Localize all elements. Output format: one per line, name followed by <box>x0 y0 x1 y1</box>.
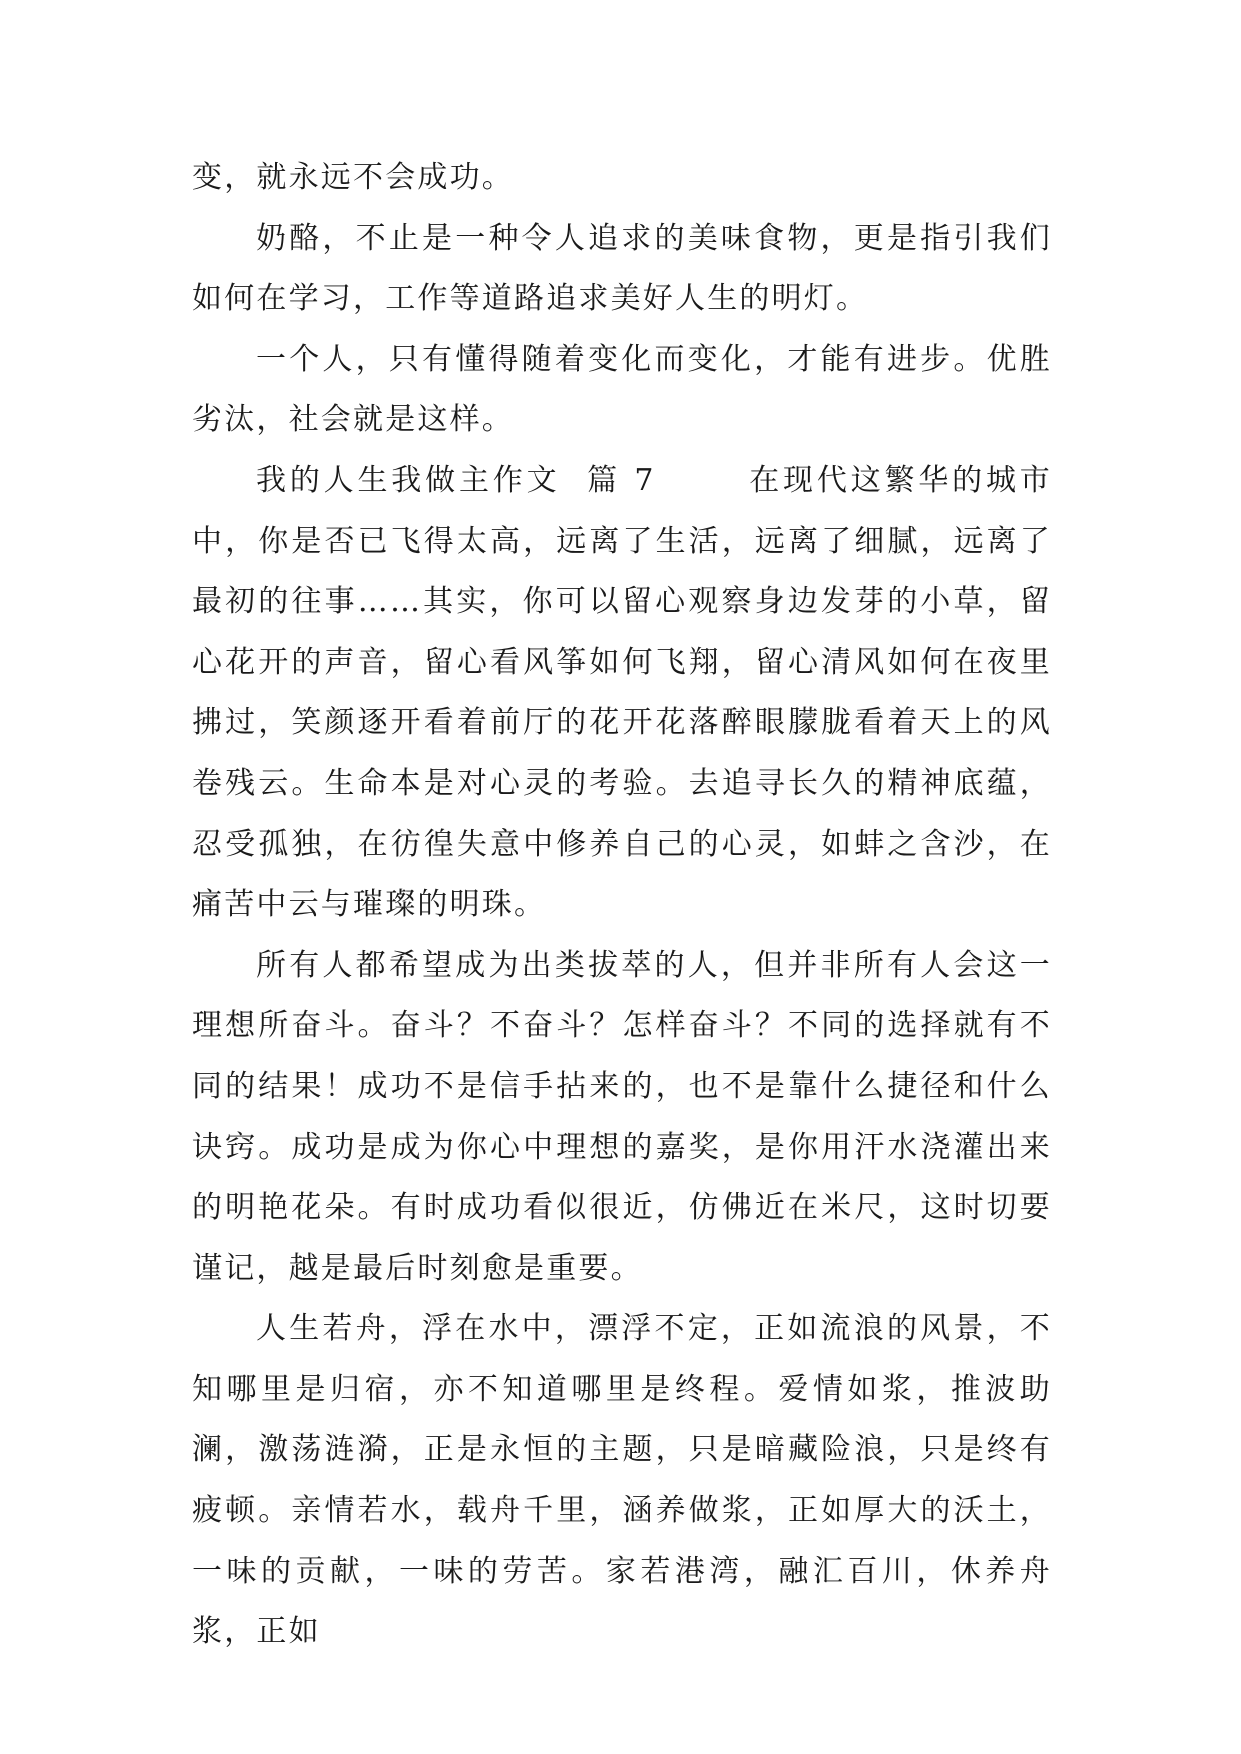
heading-gap <box>656 463 750 498</box>
paragraph <box>192 936 1052 1300</box>
paragraph-with-section-heading <box>192 451 1052 936</box>
paragraph <box>192 209 1052 330</box>
paragraph <box>192 1299 1052 1663</box>
paragraph-text: 人生若舟，浮在水中，漂浮不定，正如流浪的风景，不知哪里是归宿，亦不知道哪里是终程。爱情如浆，推波助澜，激荡涟漪，正是永恒的主题，只是暗藏险浪，只是终有疲顿。亲情若水，载舟千里，涵养做浆，正如厚大的沃土，一味的贡献，一味的劳苦。家若港湾，融汇百川，休养舟浆，正如 <box>192 1311 1052 1650</box>
paragraph <box>192 148 1052 209</box>
paragraph-text: 奶酪，不止是一种令人追求的美味食物，更是指引我们如何在学习，工作等道路追求美好人生的明灯。 <box>192 220 1052 317</box>
paragraph <box>192 330 1052 451</box>
paragraph-text: 一个人，只有懂得随着变化而变化，才能有进步。优胜劣汰，社会就是这样。 <box>192 341 1052 438</box>
section-heading: 我的人生我做主作文 篇 7 <box>256 462 656 498</box>
paragraph-text: 变，就永远不会成功。 <box>192 160 514 195</box>
document-body <box>192 148 1052 1663</box>
paragraph-text: 在现代这繁华的城市中，你是否已飞得太高，远离了生活，远离了细腻，远离了最初的往事……其实，你可以留心观察身边发芽的小草，留心花开的声音，留心看风筝如何飞翔，留心清风如何在夜里拂过，笑颜逐开看着前厅的花开花落醉眼朦胧看着天上的风卷残云。生命本是对心灵的考验。去追寻长久的精神底蕴，忍受孤独，在彷徨失意中修养自己的心灵，如蚌之含沙，在痛苦中云与璀璨的明珠。 <box>192 462 1052 923</box>
paragraph-text: 所有人都希望成为出类拔萃的人，但并非所有人会这一理想所奋斗。奋斗？不奋斗？怎样奋斗？不同的选择就有不同的结果！成功不是信手拈来的，也不是靠什么捷径和什么诀窍。成功是成为你心中理想的嘉奖，是你用汗水浇灌出来的明艳花朵。有时成功看似很近，仿佛近在米尺，这时切要谨记，越是最后时刻愈是重要。 <box>192 947 1052 1286</box>
